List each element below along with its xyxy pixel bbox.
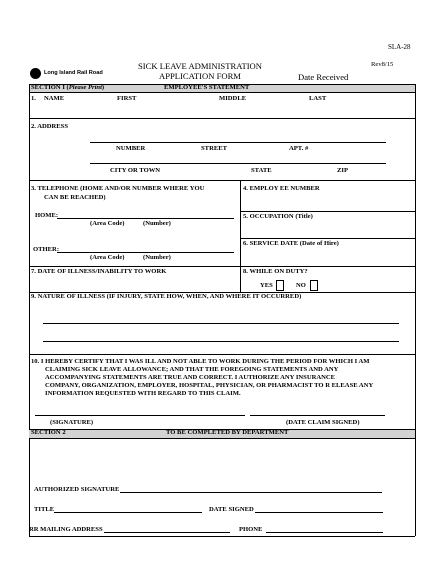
name-number: 1.: [31, 95, 36, 102]
form-code: SLA-28: [388, 43, 411, 51]
divider: [29, 92, 415, 93]
border-right: [415, 84, 416, 438]
yes-checkbox[interactable]: [276, 280, 284, 291]
date-claim-label: (DATE CLAIM SIGNED): [286, 419, 360, 426]
signature-line[interactable]: [35, 415, 245, 416]
number-label: NUMBER: [116, 145, 146, 152]
address-line-1[interactable]: [90, 142, 386, 143]
date-illness-label: 7. DATE OF ILLNESS/INABILITY TO WORK: [31, 268, 167, 275]
other-label: OTHER:: [33, 246, 60, 253]
address-line-2[interactable]: [90, 163, 386, 164]
service-date-label: 6. SERVICE DATE (Date of Hire): [243, 240, 339, 247]
signature-label: (SIGNATURE): [50, 419, 94, 426]
phone-label: PHONE: [239, 526, 263, 533]
date-received-label: Date Received: [298, 72, 349, 82]
illness-line-2[interactable]: [43, 341, 399, 342]
other-phone-line[interactable]: [57, 252, 234, 253]
divider: [29, 438, 415, 439]
no-checkbox[interactable]: [310, 280, 318, 291]
border-left: [29, 84, 30, 438]
illness-line-1[interactable]: [43, 323, 399, 324]
state-label: STATE: [251, 167, 272, 174]
employee-number-label: 4. EMPLOY EE NUMBER: [243, 185, 320, 192]
no-label: NO: [296, 282, 306, 289]
authorized-signature-line[interactable]: [120, 492, 382, 493]
form-title-line2: APPLICATION FORM: [159, 71, 241, 81]
name-label: NAME: [44, 95, 65, 102]
certify-line-1: 10. I HEREBY CERTIFY THAT I WAS ILL AND NOT ABLE TO WORK DURING THE PERIOD FOR WHICH I AM: [31, 358, 370, 365]
city-label: CITY OR TOWN: [110, 167, 161, 174]
yes-label: YES: [260, 282, 273, 289]
section2-heading: TO BE COMPLETED BY DEPARTMENT: [166, 429, 289, 436]
logo-text: Long Island Rail Road: [44, 70, 103, 76]
border-right: [415, 438, 416, 536]
authorized-signature-label: AUTHORIZED SIGNATURE: [34, 486, 120, 493]
certify-line-3: ACCOMPANYING STATEMENTS ARE TRUE AND CORRECT. I AUTHORIZE ANY INSURANCE: [45, 374, 336, 381]
form-title-line1: SICK LEAVE ADMINISTRATION: [138, 61, 262, 71]
mailing-address-label: RR MAILING ADDRESS: [29, 526, 103, 533]
certify-line-2: CLAIMING SICK LEAVE ALLOWANCE; AND THAT THE FOREGOING STATEMENTS AND ANY: [45, 366, 339, 373]
column-divider: [240, 180, 241, 292]
area-code-label: (Area Code): [90, 220, 125, 227]
zip-label: ZIP: [337, 167, 348, 174]
section2-label: SECTION 2: [31, 429, 66, 436]
divider: [240, 238, 415, 239]
first-label: FIRST: [117, 95, 137, 102]
apt-label: APT. #: [289, 145, 309, 152]
phone-line[interactable]: [266, 532, 383, 533]
nature-illness-label: 9. NATURE OF ILLNESS (IF INJURY, STATE HOW, WHEN, AND WHERE IT OCCURRED): [31, 293, 302, 300]
number-label: (Number): [143, 254, 171, 261]
section1-label: SECTION I (Please Print): [31, 84, 105, 91]
date-signed-label: DATE SIGNED: [209, 506, 254, 513]
border-left: [29, 438, 30, 536]
middle-label: MIDDLE: [219, 95, 247, 102]
occupation-label: 5. OCCUPATION (Title): [243, 213, 313, 220]
address-label: 2. ADDRESS: [31, 123, 69, 130]
divider: [29, 266, 415, 267]
divider: [29, 180, 415, 181]
last-label: LAST: [309, 95, 327, 102]
revision-label: Rev8/15: [371, 61, 394, 68]
divider: [29, 118, 415, 119]
mailing-address-line[interactable]: [104, 532, 230, 533]
number-label: (Number): [143, 220, 171, 227]
title-label: TITLE: [34, 506, 55, 513]
street-label: STREET: [201, 145, 228, 152]
telephone-label-1: 3. TELEPHONE (HOME AND/OR NUMBER WHERE YOU: [31, 185, 205, 192]
certify-line-4: COMPANY, ORGANIZATION, EMPLOYER, HOSPITAL, PHYSICIAN, OR PHARMACIST TO R ELEASE ANY: [45, 382, 374, 389]
home-label: HOME:: [35, 212, 59, 219]
border-bottom: [29, 536, 415, 537]
certify-line-5: INFORMATION REQUESTED WITH REGARD TO THIS CLAIM.: [45, 390, 241, 397]
title-line[interactable]: [54, 512, 202, 513]
date-claim-line[interactable]: [250, 415, 385, 416]
date-signed-line[interactable]: [255, 512, 383, 513]
telephone-label-2: CAN BE REACHED): [44, 194, 106, 201]
section1-heading: EMPLOYEE'S STATEMENT: [164, 84, 250, 91]
lirr-logo-icon: [30, 68, 41, 79]
border-top: [29, 84, 415, 85]
divider: [29, 354, 415, 355]
divider: [240, 211, 415, 212]
on-duty-label: 8. WHILE ON DUTY?: [243, 268, 308, 275]
home-phone-line[interactable]: [57, 218, 234, 219]
area-code-label: (Area Code): [90, 254, 125, 261]
